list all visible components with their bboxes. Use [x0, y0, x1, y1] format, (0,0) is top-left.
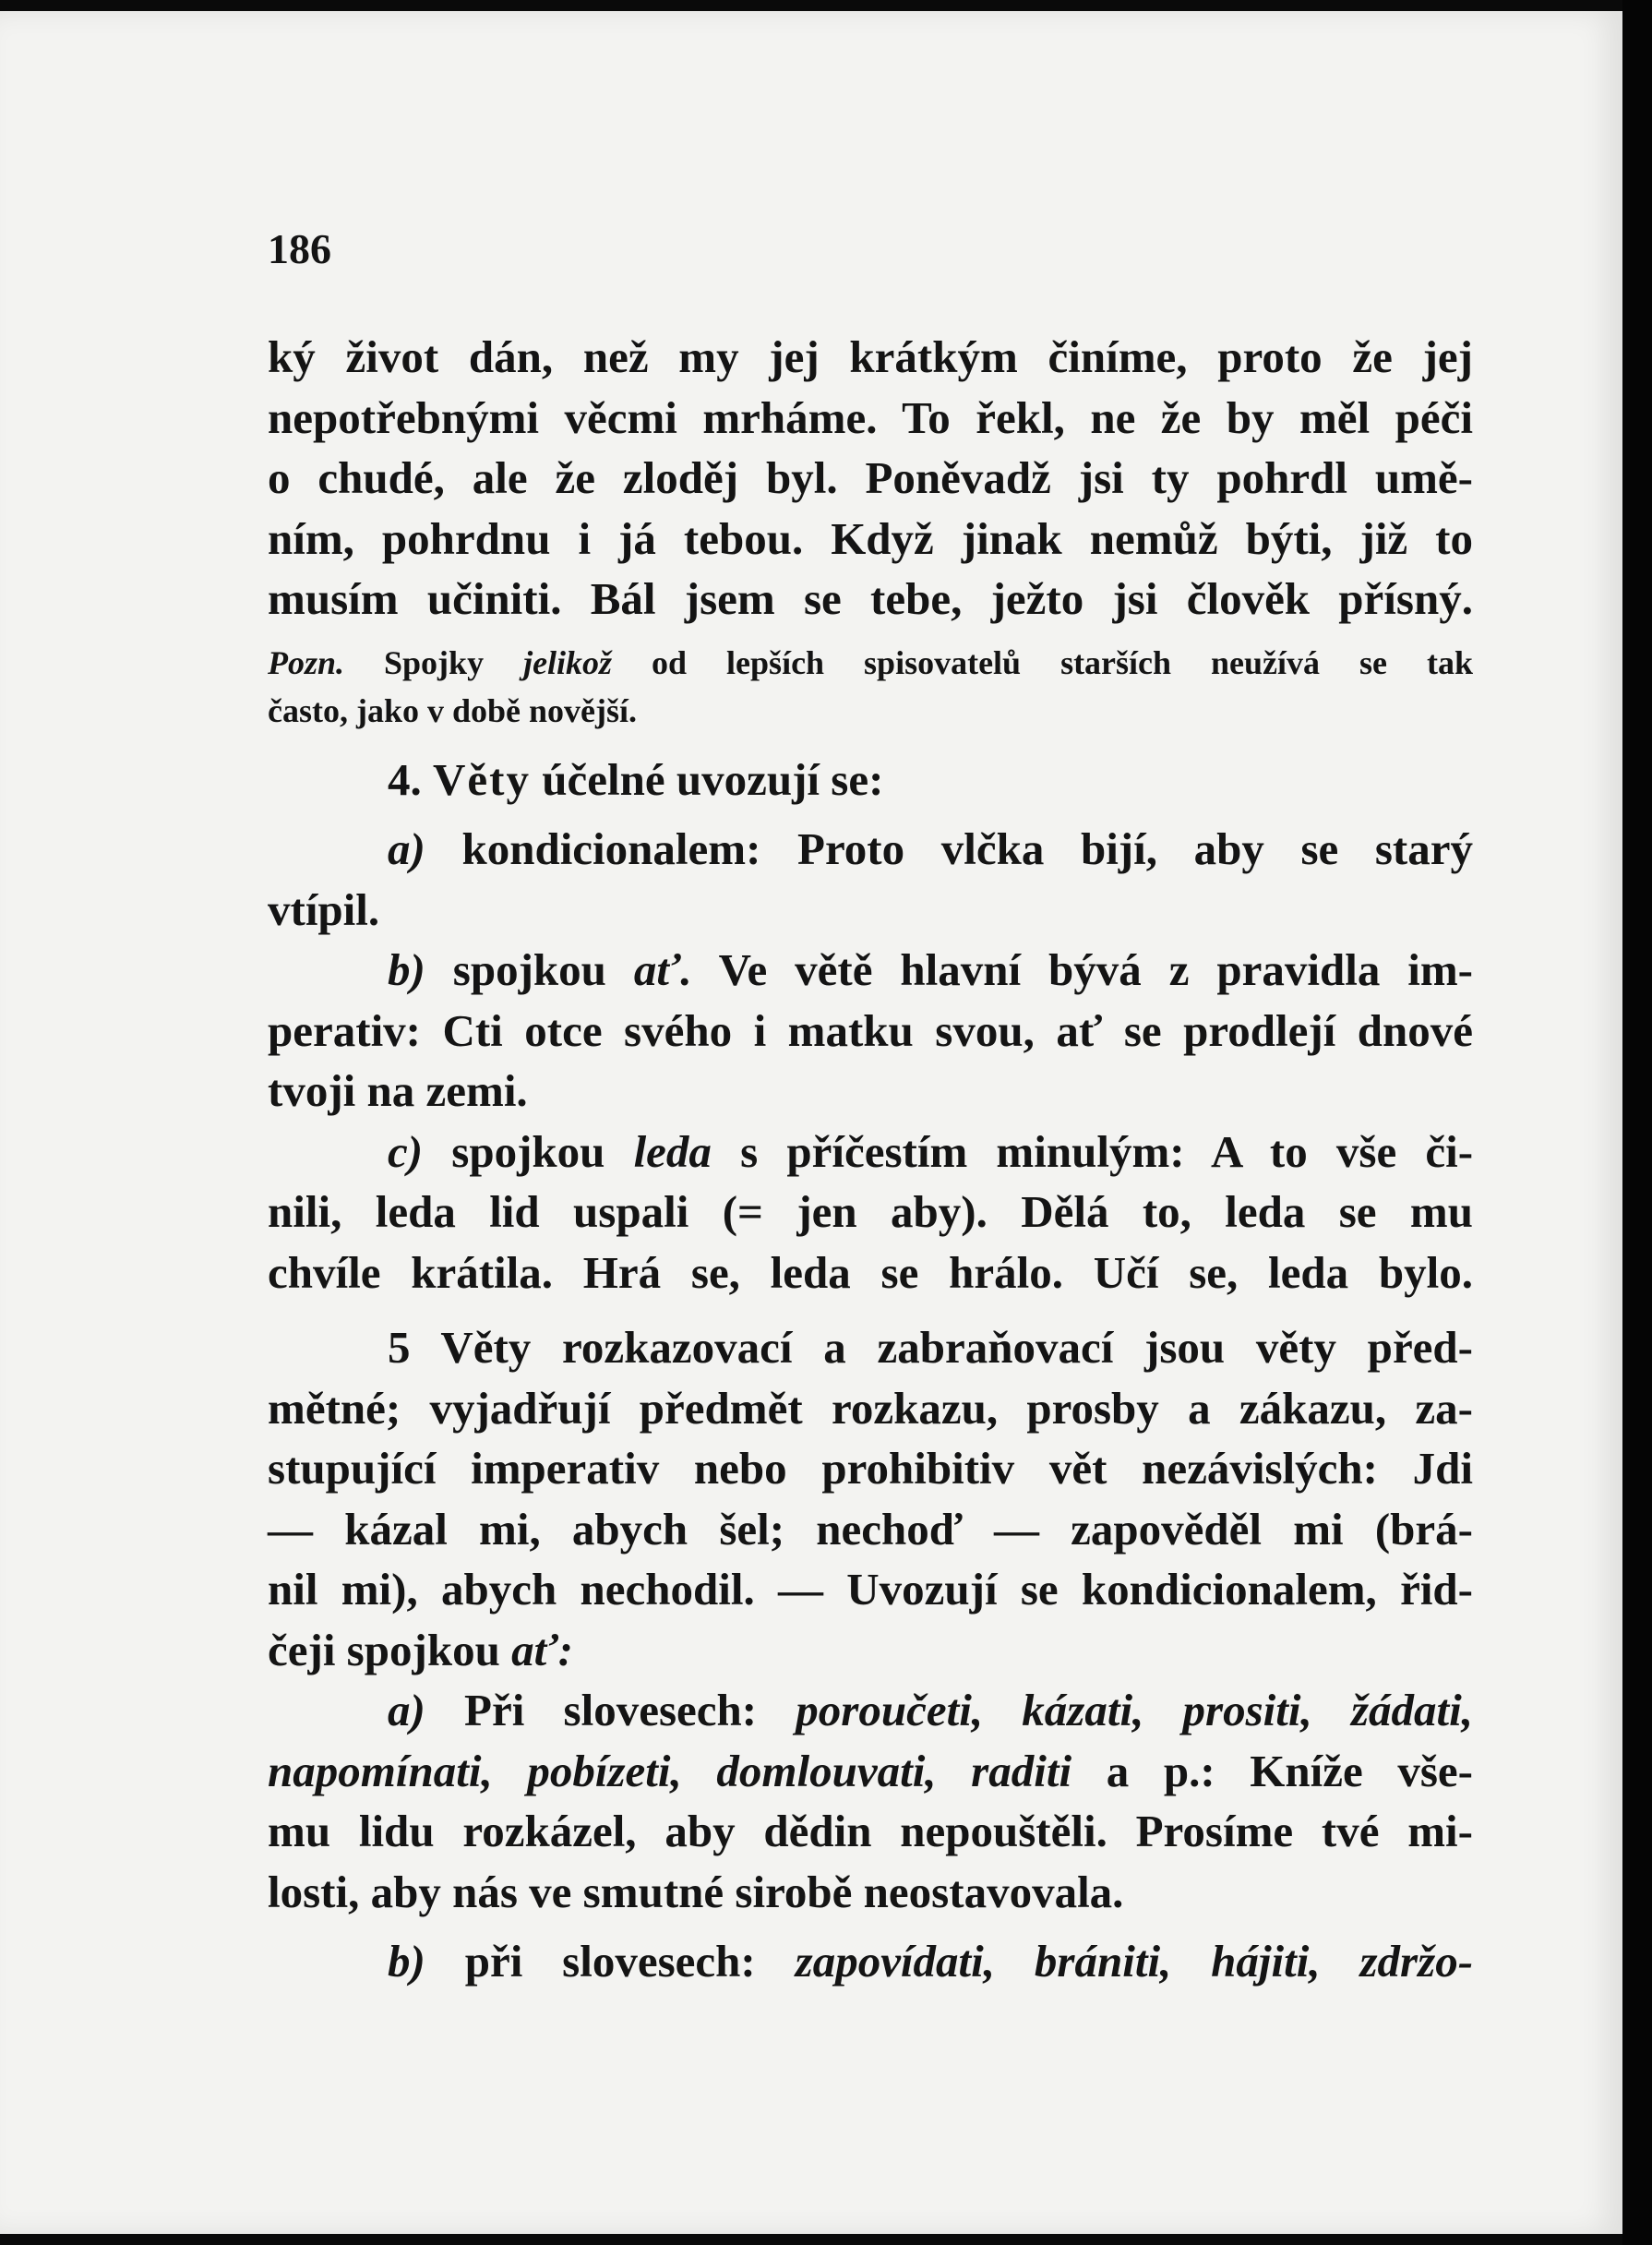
section-4-rest: účelné uvozují se:: [542, 753, 884, 805]
book-page: [0, 11, 1625, 2234]
item-letter: b): [388, 944, 425, 995]
text-line: ním, pohrdnu i já tebou. Když jinak nemůž býti, již to: [268, 512, 1473, 564]
footnote-line-2: často, jako v době novější.: [268, 691, 638, 729]
section-5-heading: [268, 1317, 1473, 1378]
scan-border: [1622, 0, 1652, 2245]
text-line: o chudé, ale že zloděj byl. Poněvadž jsi ty pohrdl umě-: [268, 452, 1473, 503]
section-4a-line2: vtípil.: [268, 883, 380, 935]
item-italic: ať.: [633, 944, 692, 995]
item-letter: a): [388, 823, 425, 874]
text-line: mětné; vyjadřují předmět rozkazu, prosby a zákazu, za-: [268, 1382, 1473, 1434]
section-5a-line4: losti, aby nás ve smutné sirobě neostavovala.: [268, 1866, 1124, 1917]
item-post: a p.: Kníže vše-: [1106, 1745, 1474, 1796]
section-4b-line2: perativ: Cti otce svého i matku svou, ať se prodlejí dnové: [268, 1004, 1473, 1056]
section-5b-line1: [268, 1931, 1473, 1992]
item-italic: poroučeti, kázati, prositi, žádati,: [796, 1685, 1474, 1735]
item-pre: Při slovesech:: [464, 1685, 758, 1735]
section-5-last-line: [268, 1620, 1473, 1681]
item-pre: při slovesech:: [464, 1936, 756, 1987]
section-4-bold: Věty: [433, 753, 531, 805]
section-4-heading: [268, 750, 1473, 810]
item-pre: spojkou: [452, 944, 606, 995]
item-post: Ve větě hlavní bývá z pravidla im-: [718, 944, 1474, 995]
text-line: — kázal mi, abych šel; nechoď — zapověděl mi (brá-: [268, 1503, 1473, 1555]
item-letter: c): [388, 1125, 424, 1177]
page-number: 186: [268, 225, 331, 272]
section-4b-line1: [268, 940, 1473, 1001]
item-italic: napomínati, pobízeti, domlouvati, raditi: [268, 1745, 1072, 1796]
item-pre: čeji spojkou: [268, 1624, 500, 1675]
section-5-rest: rozkazovací a zabraňovací jsou věty před-: [562, 1322, 1474, 1373]
section-5-number: 5: [388, 1322, 411, 1373]
item-letter: b): [388, 1936, 425, 1987]
page-text: [268, 222, 1473, 1992]
note-pre: Spojky: [384, 643, 485, 681]
item-text: kondicionalem: Proto vlčka bijí, aby se starý: [461, 823, 1473, 874]
footnote-line: [268, 639, 1473, 687]
section-4a-line1: [268, 819, 1473, 880]
section-4c-line2: nili, leda lid uspali (= jen aby). Dělá to, leda se mu: [268, 1186, 1473, 1237]
section-5-bold: Věty: [440, 1322, 532, 1373]
item-post: s příčestím minulým: A to vše či-: [740, 1125, 1474, 1177]
item-pre: spojkou: [451, 1125, 605, 1177]
section-5a-line1: [268, 1680, 1473, 1741]
text-line: stupující imperativ nebo prohibitiv vět nezávislých: Jdi: [268, 1443, 1473, 1494]
note-italic: jelikož: [523, 643, 613, 681]
text-line: ký život dán, než my jej krátkým činíme, proto že jej: [268, 331, 1473, 382]
section-5a-line2: [268, 1741, 1473, 1802]
section-5a-line3: mu lidu rozkázel, aby dědin nepouštěli. Prosíme tvé mi-: [268, 1806, 1473, 1856]
item-italic: zapovídati, brániti, hájiti, zdržo-: [795, 1936, 1474, 1987]
section-4-number: 4.: [388, 753, 422, 805]
text-line: nil mi), abych nechodil. — Uvozují se kondicionalem, řid-: [268, 1564, 1473, 1615]
note-post: od lepších spisovatelů starších neužívá se tak: [652, 643, 1473, 681]
note-label: Pozn.: [268, 643, 345, 681]
text-line: musím učiniti. Bál jsem se tebe, ježto jsi člověk přísný.: [268, 573, 1473, 624]
item-letter: a): [388, 1685, 425, 1735]
section-4c-line1: [268, 1122, 1473, 1183]
item-italic: ať:: [511, 1624, 573, 1675]
section-4b-line3: tvoji na zemi.: [268, 1065, 528, 1116]
text-line: nepotřebnými věcmi mrháme. To řekl, ne že by měl péči: [268, 391, 1473, 443]
item-italic: leda: [633, 1125, 712, 1177]
section-4c-line3: chvíle krátila. Hrá se, leda se hrálo. Učí se, leda bylo.: [268, 1246, 1473, 1298]
